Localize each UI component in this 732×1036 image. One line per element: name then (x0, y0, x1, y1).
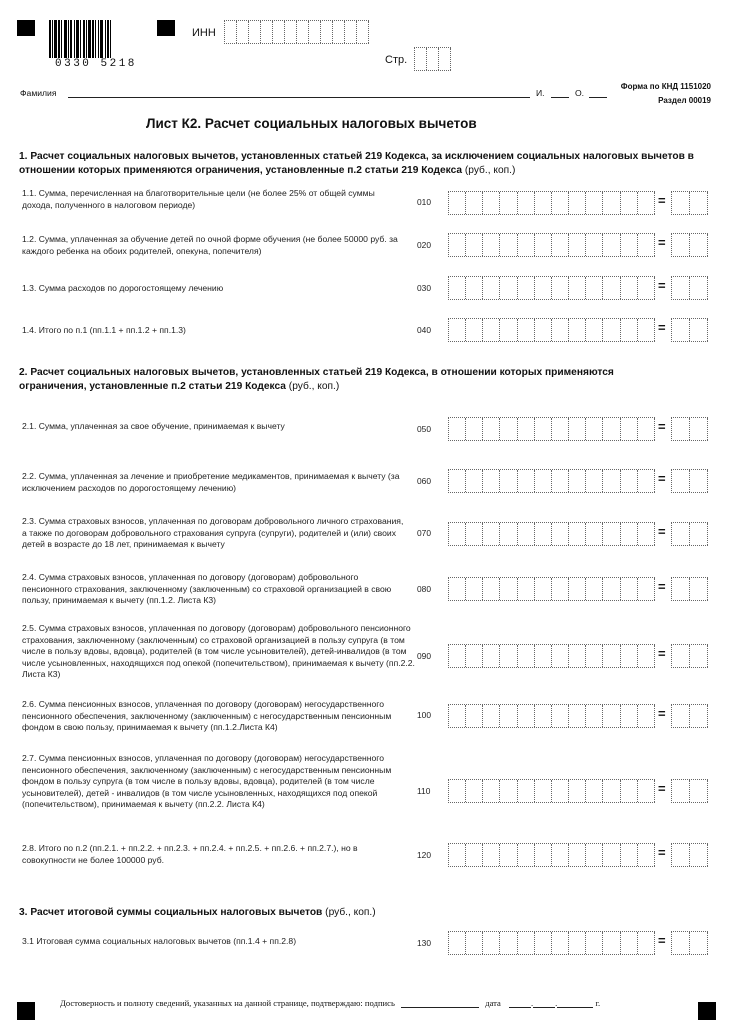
digit-cell[interactable] (261, 21, 273, 43)
digit-cell[interactable] (672, 319, 690, 341)
kopecks-input-060[interactable] (671, 469, 708, 493)
row-code-010: 010 (417, 197, 431, 207)
separator: = (658, 781, 666, 796)
row-label-080: 2.4. Сумма страховых взносов, уплаченная по договору (договорам) добровольного пенсионного страхования, заключенному (заключенным) со страховой организацией в свою пользу, принимаемая к вычету (пп.1.2. Листа К3) (22, 572, 392, 605)
row-code-050: 050 (417, 424, 431, 434)
digit-cell[interactable] (518, 470, 535, 492)
digit-cell[interactable] (690, 470, 708, 492)
digit-cell[interactable] (483, 418, 500, 440)
separator: = (658, 235, 666, 250)
kopecks-input-080[interactable] (671, 577, 708, 601)
digit-cell[interactable] (273, 21, 285, 43)
row-label-040: 1.4. Итого по п.1 (пп.1.1 + пп.1.2 + пп.1.3) (22, 325, 186, 335)
row-code-130: 130 (417, 938, 431, 948)
digit-cell[interactable] (638, 319, 655, 341)
row-code-020: 020 (417, 240, 431, 250)
initial-i-label: И. (536, 88, 545, 98)
row-label-020: 1.2. Сумма, уплаченная за обучение детей по очной форме обучения (не более 50000 руб. за каждого ребенка на обоих родителей, опекуна, попечителя) (22, 234, 398, 256)
digit-cell[interactable] (297, 21, 309, 43)
digit-cell[interactable] (586, 578, 603, 600)
digit-cell[interactable] (690, 234, 708, 256)
row-code-110: 110 (417, 786, 431, 796)
alignment-marker-top-left (17, 20, 35, 36)
digit-cell[interactable] (483, 780, 500, 802)
digit-cell[interactable] (466, 932, 483, 954)
digit-cell[interactable] (249, 21, 261, 43)
digit-cell[interactable] (569, 578, 586, 600)
digit-cell[interactable] (638, 932, 655, 954)
page-title: Лист К2. Расчет социальных налоговых вычетов (146, 116, 477, 131)
digit-cell[interactable] (638, 523, 655, 545)
digit-cell[interactable] (333, 21, 345, 43)
digit-cell[interactable] (672, 705, 690, 727)
digit-cell[interactable] (518, 645, 535, 667)
digit-cell[interactable] (603, 578, 620, 600)
digit-cell[interactable] (672, 578, 690, 600)
signature-field[interactable] (401, 998, 479, 1008)
digit-cell[interactable] (638, 277, 655, 299)
rubles-input-050[interactable] (448, 417, 655, 441)
digit-cell[interactable] (466, 277, 483, 299)
section-3-unit: (руб., коп.) (325, 907, 376, 918)
digit-cell[interactable] (638, 705, 655, 727)
kopecks-input-110[interactable] (671, 779, 708, 803)
digit-cell[interactable] (466, 470, 483, 492)
rubles-input-090[interactable] (448, 644, 655, 668)
date-label: дата (485, 998, 501, 1008)
separator: = (658, 419, 666, 434)
barcode-number: 0330 5218 (55, 58, 137, 70)
digit-cell[interactable] (357, 21, 369, 43)
digit-cell[interactable] (569, 932, 586, 954)
digit-cell[interactable] (672, 844, 690, 866)
alignment-marker-bottom-right (698, 1002, 716, 1020)
digit-cell[interactable] (603, 645, 620, 667)
initial-o-field[interactable] (589, 88, 607, 98)
digit-cell[interactable] (638, 578, 655, 600)
section-2-unit: (руб., коп.) (288, 381, 340, 392)
digit-cell[interactable] (621, 192, 638, 214)
section-3-heading-text: 3. Расчет итоговой суммы социальных налоговых вычетов (19, 907, 323, 918)
digit-cell[interactable] (621, 523, 638, 545)
digit-cell[interactable] (483, 705, 500, 727)
digit-cell[interactable] (552, 418, 569, 440)
section-2-heading-text: 2. Расчет социальных налоговых вычетов, установленных статьей 219 Кодекса, в отношении которых применяются ограничения, установленные п.2 статьи 219 Кодекса (19, 367, 614, 392)
digit-cell[interactable] (586, 418, 603, 440)
digit-cell[interactable] (690, 844, 708, 866)
surname-field[interactable] (68, 86, 530, 98)
digit-cell[interactable] (621, 277, 638, 299)
digit-cell[interactable] (603, 932, 620, 954)
digit-cell[interactable] (621, 470, 638, 492)
initial-i-field[interactable] (551, 88, 569, 98)
digit-cell[interactable] (638, 780, 655, 802)
digit-cell[interactable] (672, 277, 690, 299)
kopecks-input-130[interactable] (671, 931, 708, 955)
footer-certification: Достоверность и полноту сведений, указанных на данной странице, подтверждаю: подпись дата . . г. (60, 998, 601, 1008)
separator: = (658, 193, 666, 208)
digit-cell[interactable] (309, 21, 321, 43)
digit-cell[interactable] (569, 645, 586, 667)
separator: = (658, 933, 666, 948)
digit-cell[interactable] (483, 523, 500, 545)
digit-cell[interactable] (569, 319, 586, 341)
kopecks-input-120[interactable] (671, 843, 708, 867)
digit-cell[interactable] (552, 277, 569, 299)
digit-cell[interactable] (518, 705, 535, 727)
separator: = (658, 524, 666, 539)
digit-cell[interactable] (586, 844, 603, 866)
digit-cell[interactable] (518, 578, 535, 600)
digit-cell[interactable] (621, 705, 638, 727)
inn-input[interactable] (224, 20, 369, 44)
digit-cell[interactable] (603, 780, 620, 802)
section-1-heading-text: 1. Расчет социальных налоговых вычетов, установленных статьей 219 Кодекса, за исключением социальных налоговых вычетов в отношении которых применяются ограничения, установленные п.2 статьи 219 Кодекса (19, 151, 694, 176)
digit-cell[interactable] (518, 844, 535, 866)
digit-cell[interactable] (466, 523, 483, 545)
digit-cell[interactable] (603, 844, 620, 866)
digit-cell[interactable] (552, 705, 569, 727)
kopecks-input-090[interactable] (671, 644, 708, 668)
kopecks-input-010[interactable] (671, 191, 708, 215)
digit-cell[interactable] (586, 470, 603, 492)
digit-cell[interactable] (535, 523, 552, 545)
digit-cell[interactable] (466, 578, 483, 600)
digit-cell[interactable] (500, 192, 517, 214)
separator: = (658, 278, 666, 293)
digit-cell[interactable] (535, 645, 552, 667)
digit-cell[interactable] (552, 578, 569, 600)
digit-cell[interactable] (449, 192, 466, 214)
digit-cell[interactable] (621, 645, 638, 667)
digit-cell[interactable] (500, 277, 517, 299)
section-1-unit: (руб., коп.) (464, 165, 516, 176)
digit-cell[interactable] (690, 705, 708, 727)
digit-cell[interactable] (672, 418, 690, 440)
row-label-130: 3.1 Итоговая сумма социальных налоговых вычетов (пп.1.4 + пп.2.8) (22, 936, 297, 946)
digit-cell[interactable] (466, 418, 483, 440)
digit-cell[interactable] (483, 319, 500, 341)
digit-cell[interactable] (552, 523, 569, 545)
digit-cell[interactable] (638, 844, 655, 866)
digit-cell[interactable] (518, 192, 535, 214)
digit-cell[interactable] (603, 418, 620, 440)
digit-cell[interactable] (237, 21, 249, 43)
digit-cell[interactable] (518, 277, 535, 299)
digit-cell[interactable] (569, 705, 586, 727)
digit-cell[interactable] (466, 844, 483, 866)
row-code-090: 090 (417, 651, 431, 661)
digit-cell[interactable] (603, 470, 620, 492)
digit-cell[interactable] (621, 234, 638, 256)
inn-label: ИНН (192, 27, 216, 39)
row-label-010: 1.1. Сумма, перечисленная на благотворительные цели (не более 25% от общей суммы дохода, полученного в налоговом периоде) (22, 188, 375, 210)
digit-cell[interactable] (690, 418, 708, 440)
separator: = (658, 320, 666, 335)
digit-cell[interactable] (638, 234, 655, 256)
digit-cell[interactable] (535, 470, 552, 492)
kopecks-input-100[interactable] (671, 704, 708, 728)
digit-cell[interactable] (518, 780, 535, 802)
row-label-110: 2.7. Сумма пенсионных взносов, уплаченная по договору (договорам) негосударственного пенсионного обеспечения, заключенному (заключенным) с негосударственным пенсионным фондом в пользу супруга (в том числе в пользу вдовы, вдовца), родителей (в том числе усыновителей), детей - инвалидов (в том числе усыновленных, находящихся под опекой (попечительством), принимаемая к вычету (пп.2.2. Листа К4) (22, 753, 392, 809)
digit-cell[interactable] (603, 192, 620, 214)
digit-cell[interactable] (321, 21, 333, 43)
rubles-input-030[interactable] (448, 276, 655, 300)
section-2-heading (19, 366, 669, 394)
footer-text: Достоверность и полноту сведений, указанных на данной странице, подтверждаю: подпись (60, 998, 395, 1008)
digit-cell[interactable] (535, 780, 552, 802)
digit-cell[interactable] (449, 844, 466, 866)
date-year-field[interactable] (557, 998, 593, 1008)
row-label-090: 2.5. Сумма страховых взносов, уплаченная по договору (договорам) добровольного пенсионного страхования, заключенному (заключенным) со страховой организацией в пользу супруга (в том числе в пользу вдовы, вдовца), родителей (в том числе усыновителей), детей-инвалидов (в том числе усыновленных, находящихся под опекой (попечительством), принимаемая к вычету (пп.2.2. Листа К3) (22, 623, 415, 679)
digit-cell[interactable] (552, 932, 569, 954)
digit-cell[interactable] (500, 470, 517, 492)
digit-cell[interactable] (569, 470, 586, 492)
row-label-060: 2.2. Сумма, уплаченная за лечение и приобретение медикаментов, принимаемая к вычету (за исключением расходов по дорогостоящему лечению) (22, 471, 400, 493)
digit-cell[interactable] (638, 192, 655, 214)
digit-cell[interactable] (586, 319, 603, 341)
row-label-050: 2.1. Сумма, уплаченная за свое обучение, принимаемая к вычету (22, 421, 285, 431)
digit-cell[interactable] (552, 780, 569, 802)
section-code: Раздел 00019 (658, 96, 711, 105)
digit-cell[interactable] (621, 418, 638, 440)
alignment-marker-bottom-left (17, 1002, 35, 1020)
row-label-070: 2.3. Сумма страховых взносов, уплаченная по договорам добровольного личного страхования, а также по договорам добровольного страхования супруга (супруги), родителей и (или) своих детей в возрасте до 18 лет, принимаемая к вычету (22, 516, 404, 549)
digit-cell[interactable] (586, 780, 603, 802)
digit-cell[interactable] (449, 470, 466, 492)
alignment-marker-top-mid (157, 20, 175, 36)
digit-cell[interactable] (621, 844, 638, 866)
digit-cell[interactable] (500, 319, 517, 341)
digit-cell[interactable] (672, 470, 690, 492)
digit-cell[interactable] (603, 705, 620, 727)
digit-cell[interactable] (483, 645, 500, 667)
kopecks-input-030[interactable] (671, 276, 708, 300)
digit-cell[interactable] (518, 234, 535, 256)
digit-cell[interactable] (449, 578, 466, 600)
digit-cell[interactable] (483, 192, 500, 214)
digit-cell[interactable] (285, 21, 297, 43)
separator: = (658, 845, 666, 860)
digit-cell[interactable] (690, 780, 708, 802)
digit-cell[interactable] (672, 234, 690, 256)
separator: = (658, 579, 666, 594)
kopecks-input-020[interactable] (671, 233, 708, 257)
digit-cell[interactable] (535, 844, 552, 866)
digit-cell[interactable] (672, 780, 690, 802)
digit-cell[interactable] (569, 780, 586, 802)
digit-cell[interactable] (569, 234, 586, 256)
digit-cell[interactable] (638, 470, 655, 492)
digit-cell[interactable] (672, 192, 690, 214)
digit-cell[interactable] (500, 844, 517, 866)
row-code-120: 120 (417, 850, 431, 860)
digit-cell[interactable] (518, 319, 535, 341)
digit-cell[interactable] (621, 780, 638, 802)
digit-cell[interactable] (569, 523, 586, 545)
form-code: Форма по КНД 1151020 (620, 82, 711, 91)
digit-cell[interactable] (466, 645, 483, 667)
digit-cell[interactable] (552, 645, 569, 667)
row-code-080: 080 (417, 584, 431, 594)
row-label-100: 2.6. Сумма пенсионных взносов, уплаченная по договору (договорам) негосударственного пенсионного обеспечения, заключенному (заключенным) с негосударственным пенсионным фондом в свою пользу, принимаемая к вычету (пп.1.2.Листа К4) (22, 699, 392, 732)
digit-cell[interactable] (586, 277, 603, 299)
digit-cell[interactable] (483, 470, 500, 492)
digit-cell[interactable] (466, 780, 483, 802)
page-number-input[interactable] (414, 47, 451, 71)
digit-cell[interactable] (603, 277, 620, 299)
digit-cell[interactable] (518, 523, 535, 545)
digit-cell[interactable] (569, 192, 586, 214)
separator: = (658, 471, 666, 486)
row-code-060: 060 (417, 476, 431, 486)
digit-cell[interactable] (586, 705, 603, 727)
row-label-030: 1.3. Сумма расходов по дорогостоящему лечению (22, 283, 224, 293)
digit-cell[interactable] (500, 705, 517, 727)
rubles-input-010[interactable] (448, 191, 655, 215)
digit-cell[interactable] (690, 277, 708, 299)
rubles-input-020[interactable] (448, 233, 655, 257)
rubles-input-100[interactable] (448, 704, 655, 728)
digit-cell[interactable] (466, 319, 483, 341)
digit-cell[interactable] (500, 578, 517, 600)
digit-cell[interactable] (672, 523, 690, 545)
digit-cell[interactable] (672, 645, 690, 667)
digit-cell[interactable] (500, 645, 517, 667)
digit-cell[interactable] (466, 705, 483, 727)
digit-cell[interactable] (569, 418, 586, 440)
digit-cell[interactable] (552, 470, 569, 492)
digit-cell[interactable] (586, 192, 603, 214)
rubles-input-040[interactable] (448, 318, 655, 342)
digit-cell[interactable] (500, 523, 517, 545)
digit-cell[interactable] (449, 645, 466, 667)
barcode (49, 20, 144, 58)
digit-cell[interactable] (449, 932, 466, 954)
digit-cell[interactable] (603, 234, 620, 256)
digit-cell[interactable] (449, 234, 466, 256)
digit-cell[interactable] (621, 932, 638, 954)
digit-cell[interactable] (535, 319, 552, 341)
digit-cell[interactable] (500, 932, 517, 954)
digit-cell[interactable] (466, 234, 483, 256)
digit-cell[interactable] (535, 192, 552, 214)
rubles-input-060[interactable] (448, 469, 655, 493)
digit-cell[interactable] (690, 192, 708, 214)
digit-cell[interactable] (449, 705, 466, 727)
section-3-heading (19, 906, 699, 920)
separator: = (658, 706, 666, 721)
row-code-040: 040 (417, 325, 431, 335)
digit-cell[interactable] (483, 844, 500, 866)
rubles-input-110[interactable] (448, 779, 655, 803)
digit-cell[interactable] (483, 578, 500, 600)
page-label: Стр. (385, 54, 408, 66)
date-month-field[interactable] (533, 998, 555, 1008)
digit-cell[interactable] (449, 418, 466, 440)
digit-cell[interactable] (621, 578, 638, 600)
digit-cell[interactable] (439, 48, 451, 70)
rubles-input-130[interactable] (448, 931, 655, 955)
digit-cell[interactable] (690, 932, 708, 954)
digit-cell[interactable] (225, 21, 237, 43)
digit-cell[interactable] (449, 319, 466, 341)
date-day-field[interactable] (509, 998, 531, 1008)
digit-cell[interactable] (449, 277, 466, 299)
digit-cell[interactable] (518, 932, 535, 954)
digit-cell[interactable] (500, 418, 517, 440)
digit-cell[interactable] (586, 523, 603, 545)
digit-cell[interactable] (603, 319, 620, 341)
digit-cell[interactable] (535, 234, 552, 256)
row-code-030: 030 (417, 283, 431, 293)
row-code-070: 070 (417, 528, 431, 538)
digit-cell[interactable] (690, 645, 708, 667)
digit-cell[interactable] (621, 319, 638, 341)
digit-cell[interactable] (552, 844, 569, 866)
digit-cell[interactable] (552, 319, 569, 341)
rubles-input-080[interactable] (448, 577, 655, 601)
digit-cell[interactable] (638, 418, 655, 440)
digit-cell[interactable] (449, 523, 466, 545)
digit-cell[interactable] (535, 932, 552, 954)
digit-cell[interactable] (690, 523, 708, 545)
surname-label: Фамилия (20, 88, 57, 98)
row-code-100: 100 (417, 710, 431, 720)
digit-cell[interactable] (415, 48, 427, 70)
kopecks-input-040[interactable] (671, 318, 708, 342)
digit-cell[interactable] (552, 234, 569, 256)
rubles-input-070[interactable] (448, 522, 655, 546)
digit-cell[interactable] (483, 932, 500, 954)
digit-cell[interactable] (690, 319, 708, 341)
initial-o-label: О. (575, 88, 585, 98)
kopecks-input-070[interactable] (671, 522, 708, 546)
digit-cell[interactable] (518, 418, 535, 440)
row-label-120: 2.8. Итого по п.2 (пп.2.1. + пп.2.2. + пп.2.3. + пп.2.4. + пп.2.5. + пп.2.6. + пп.2.7.), но в совокупности не более 100000 руб. (22, 843, 358, 865)
digit-cell[interactable] (638, 645, 655, 667)
digit-cell[interactable] (535, 418, 552, 440)
digit-cell[interactable] (586, 645, 603, 667)
digit-cell[interactable] (483, 234, 500, 256)
digit-cell[interactable] (483, 277, 500, 299)
digit-cell[interactable] (569, 277, 586, 299)
digit-cell[interactable] (586, 932, 603, 954)
digit-cell[interactable] (466, 192, 483, 214)
digit-cell[interactable] (500, 234, 517, 256)
year-suffix: г. (595, 998, 601, 1008)
digit-cell[interactable] (500, 780, 517, 802)
digit-cell[interactable] (690, 578, 708, 600)
digit-cell[interactable] (569, 844, 586, 866)
digit-cell[interactable] (672, 932, 690, 954)
rubles-input-120[interactable] (448, 843, 655, 867)
digit-cell[interactable] (535, 578, 552, 600)
digit-cell[interactable] (552, 192, 569, 214)
section-1-heading (19, 150, 699, 178)
digit-cell[interactable] (427, 48, 439, 70)
kopecks-input-050[interactable] (671, 417, 708, 441)
digit-cell[interactable] (535, 277, 552, 299)
separator: = (658, 646, 666, 661)
digit-cell[interactable] (449, 780, 466, 802)
digit-cell[interactable] (586, 234, 603, 256)
digit-cell[interactable] (535, 705, 552, 727)
digit-cell[interactable] (345, 21, 357, 43)
digit-cell[interactable] (603, 523, 620, 545)
